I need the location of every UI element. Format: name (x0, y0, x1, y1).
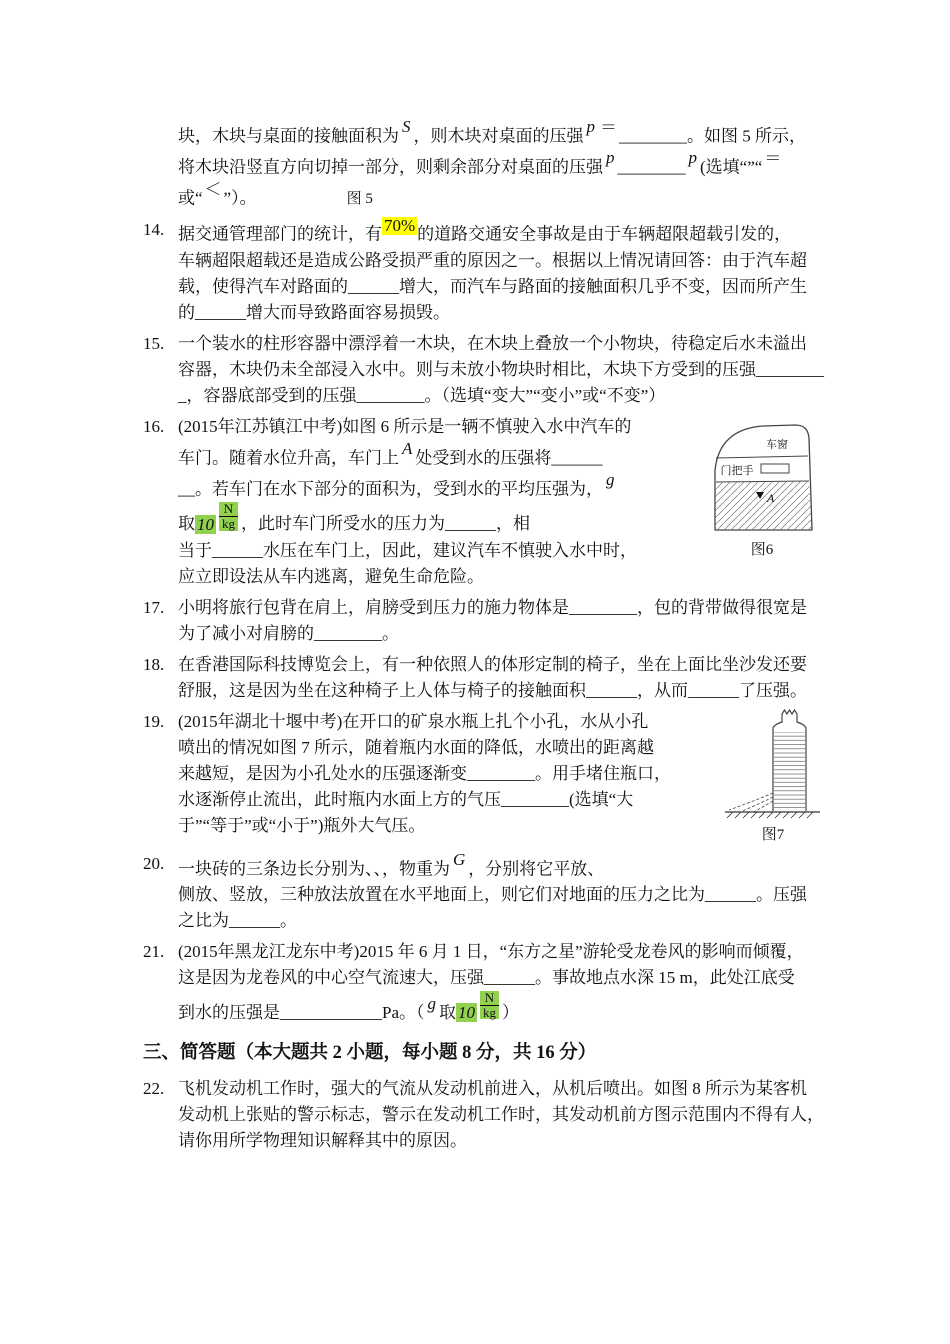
answer-blank: ________ (467, 763, 535, 783)
question-21 (143, 939, 823, 1026)
question-15 (143, 331, 823, 409)
text-segment: ，容器底部受到的压强 (186, 385, 357, 405)
figure-6-caption: 图6 (750, 541, 774, 558)
question-line (178, 678, 823, 704)
text-segment: 70% (384, 216, 416, 236)
text-segment: 图 5 (346, 191, 373, 208)
car-door-diagram (701, 418, 823, 534)
question-line (178, 1102, 823, 1128)
question-text (178, 939, 823, 1026)
answer-blank: _ (178, 385, 187, 405)
question-line (178, 882, 823, 908)
question-13-continued (143, 118, 823, 212)
text-segment: 当于 (178, 540, 212, 560)
question-line (178, 274, 823, 300)
text-segment: 。用手堵住瓶口， (535, 763, 671, 783)
question-text (178, 652, 823, 704)
text-segment: 为了减小对肩膀的 (178, 623, 314, 643)
question-line (178, 357, 823, 383)
question-line (178, 939, 823, 965)
text-segment: 飞机发动机工作时，强大的气流从发动机前进入，从机后喷出。如图 8 所示为某客机 (178, 1079, 807, 1099)
question-line (178, 1128, 823, 1154)
answer-blank: ____________ (280, 1003, 382, 1023)
text-segment: 将木块沿竖直方向切掉一部分，则剩余部分对桌面的压强 (178, 157, 603, 177)
water-spray-arc (754, 801, 773, 812)
question-19 (143, 709, 823, 846)
text-segment: ，从而 (637, 680, 688, 700)
text-segment: 。（选填“变大”“变小”或“不变”） (424, 385, 666, 405)
answer-blank: ________ (617, 157, 686, 177)
question-line (178, 149, 823, 180)
text-segment: 车辆超限超载还是造成公路受损严重的原因之一。根据以上情况请回答：由于汽车超 (178, 250, 807, 270)
text-segment: (选填“”“ (700, 157, 763, 177)
question-line (178, 300, 823, 326)
text-segment: 水压在车门上，因此，建议汽车不慎驶入水中时， (263, 540, 637, 560)
text-segment: 水逐渐停止流出，此时瓶内水面上方的气压 (178, 789, 501, 809)
text-segment: ） (502, 1003, 519, 1023)
text-segment: 块，木块与桌面的接触面积为 (178, 126, 399, 146)
question-number: 21. (143, 941, 165, 961)
text-segment: 增大而导致路面容易损毁。 (246, 302, 450, 322)
question-16 (143, 414, 823, 590)
text-segment: 小明将旅行包背在肩上，肩膀受到压力的施力物体是 (178, 597, 569, 617)
text-segment: 。 (280, 910, 297, 930)
fraction-numerator: N (484, 989, 495, 1005)
text-segment: ＜ (204, 179, 222, 199)
question-number (143, 118, 178, 212)
bottle-water-hatch (774, 732, 805, 810)
text-segment: 这是因为龙卷风的中心空气流速大，压强 (178, 967, 484, 987)
text-segment: 请你用所学物理知识解释其中的原因。 (178, 1131, 467, 1151)
text-segment (480, 991, 499, 1019)
text-segment: 。事故地点水深 15 m，此处江底受 (535, 967, 795, 987)
water-spray-arc (729, 793, 773, 810)
question-number: 18. (143, 654, 165, 674)
point-a-label: A (767, 490, 775, 505)
text-segment: 之比为 (178, 910, 229, 930)
text-segment: 据交通管理部门的统计，有 (178, 224, 382, 244)
question-number: 17. (143, 597, 165, 617)
text-segment: (2015年湖北十堰中考)在开口的矿泉水瓶上扎个小孔，水从小孔 (178, 711, 649, 731)
question-14 (143, 217, 823, 326)
question-text (178, 1076, 823, 1154)
question-number: 20. (143, 853, 165, 873)
question-line (178, 248, 823, 274)
question-line (178, 652, 823, 678)
water-bottle-diagram (723, 709, 823, 819)
text-segment: 舒服，这是因为坐在这种椅子上人体与椅子的接触面积 (178, 680, 586, 700)
text-segment: 10 (197, 514, 214, 534)
text-segment: G (453, 849, 466, 869)
text-segment: ，则木块对桌面的压强 (413, 126, 584, 146)
text-segment: 。若车门在水下部分的面积为，受到水的平均压强为， (195, 479, 603, 499)
text-segment: Pa。（ (382, 1003, 425, 1023)
answer-blank: ________ (356, 385, 425, 405)
text-segment: 到水的压强是 (178, 1003, 280, 1023)
text-segment: 于”“等于”或“小于”)瓶外大气压。 (178, 815, 426, 835)
answer-blank: ______ (212, 540, 263, 560)
answer-blank: ______ (688, 680, 739, 700)
text-segment: (2015年黑龙江龙东中考)2015 年 6 月 1 日，“东方之星”游轮受龙卷风的影响而倾覆， (178, 941, 804, 961)
question-line (178, 118, 823, 149)
question-line (178, 181, 823, 213)
answer-blank: ______ (229, 910, 280, 930)
text-segment: p (606, 148, 615, 168)
question-number: 14. (143, 220, 165, 240)
question-text (178, 595, 823, 647)
text-segment: g (606, 470, 615, 490)
answer-blank: __ (178, 479, 195, 499)
text-segment: 应立即设法从车内逃离，避免生命危险。 (178, 566, 484, 586)
door-handle-label: 门把手 (720, 464, 754, 477)
text-segment: 或“ (178, 188, 203, 208)
question-number: 15. (143, 333, 165, 353)
answer-blank: ______ (551, 448, 603, 468)
answer-blank: ______ (586, 680, 637, 700)
question-text (178, 414, 823, 590)
answer-blank: ________ (501, 789, 569, 809)
question-line (178, 595, 823, 621)
text-segment: ，分别将它平放、 (468, 858, 605, 878)
door-handle-shape (761, 464, 789, 473)
text-segment: 车门。随着水位升高，车门上 (178, 448, 399, 468)
text-segment: 在香港国际科技博览会上，有一种依照人的体形定制的椅子，坐在上面比坐沙发还要 (178, 654, 807, 674)
question-line (178, 908, 823, 934)
text-segment: 一块砖的三条边长分别为、、，物重为 (178, 858, 450, 878)
text-segment: ，包的背带做得很宽是 (637, 597, 807, 617)
question-number: 22. (143, 1079, 165, 1099)
question-17 (143, 595, 823, 647)
text-segment: 侧放、竖放，三种放法放置在水平地面上，则它们对地面的压力之比为 (178, 884, 705, 904)
section-heading: 三、简答题（本大题共 2 小题，每小题 8 分，共 16 分） (143, 1043, 597, 1064)
text-segment: 的 (178, 302, 195, 322)
water-hatch (715, 481, 812, 530)
answer-blank: ______ (348, 276, 399, 296)
question-text (178, 851, 823, 934)
question-line (178, 383, 823, 409)
text-segment: A (402, 438, 413, 458)
answer-blank: ______ (445, 514, 496, 534)
question-text (178, 217, 823, 326)
text-segment: 载，使得汽车对路面的 (178, 276, 348, 296)
text-segment: g (427, 993, 436, 1013)
text-segment: 取 (178, 514, 195, 534)
answer-blank: ______ (195, 302, 246, 322)
text-segment: ________。如图 5 所示， (619, 126, 806, 146)
text-segment (219, 502, 238, 530)
question-line (178, 217, 823, 248)
text-segment: p (688, 148, 697, 168)
text-segment: 处受到水的压强将 (415, 448, 552, 468)
question-line (178, 1076, 823, 1102)
question-22 (143, 1076, 823, 1154)
question-18 (143, 652, 823, 704)
text-segment: 。压强 (756, 884, 807, 904)
fraction-numerator: N (223, 501, 234, 517)
question-text (178, 331, 823, 409)
question-line (178, 851, 823, 882)
text-segment: 。 (382, 623, 399, 643)
question-20 (143, 851, 823, 934)
question-text (178, 118, 823, 212)
fraction-denominator: kg (219, 516, 238, 531)
text-segment: (2015年江苏镇江中考)如图 6 所示是一辆不慎驶入水中汽车的 (178, 416, 632, 436)
text-segment: 发动机上张贴的警示标志，警示在发动机工作时，其发动机前方图示范围内不得有人， (178, 1105, 824, 1125)
answer-blank: ______ (705, 884, 756, 904)
figure-7-caption: 图7 (761, 826, 785, 843)
text-segment: ”）。 (223, 188, 257, 208)
question-number: 19. (143, 711, 165, 731)
question-number: 16. (143, 416, 165, 436)
text-segment: ＝ (600, 117, 617, 137)
question-line (178, 564, 823, 590)
page-content (143, 118, 823, 1159)
text-segment: 喷出的情况如图 7 所示，随着瓶内水面的降低，水喷出的距离越 (178, 737, 654, 757)
text-segment: 取 (439, 1003, 456, 1023)
figure-7 (723, 709, 823, 844)
answer-blank: ________ (569, 597, 637, 617)
question-line (178, 991, 823, 1026)
text-segment: ，此时车门所受水的压力为 (241, 514, 445, 534)
answer-blank: ________ (756, 359, 824, 379)
answer-blank: ________ (314, 623, 382, 643)
text-segment: 了压强。 (739, 680, 807, 700)
text-segment: 的道路交通安全事故是由于车辆超限超载引发的， (417, 224, 792, 244)
text-segment: p (586, 117, 595, 136)
text-segment: 容器，木块仍未全部浸入水中。则与未放小物块时相比，木块下方受到的压强 (178, 359, 756, 379)
text-segment: 来越短，是因为小孔处水的压强逐渐变 (178, 763, 467, 783)
text-segment: 一个装水的柱形容器中漂浮着一木块，在木块上叠放一个小物块，待稳定后水未溢出 (178, 333, 807, 353)
text-segment: (选填“大 (569, 789, 634, 809)
question-line (178, 965, 823, 991)
text-segment: 10 (458, 1003, 475, 1023)
text-segment: 增大，而汽车与路面的接触面积几乎不变，因而所产生 (399, 276, 807, 296)
car-window-label: 车窗 (766, 438, 788, 451)
fraction-denominator: kg (480, 1005, 499, 1020)
text-segment: ＝ (764, 149, 782, 169)
answer-blank: ______ (484, 967, 535, 987)
text-segment: ，相 (496, 514, 530, 534)
ground-hatch (727, 812, 813, 818)
text-segment: S (402, 117, 411, 136)
question-line (178, 621, 823, 647)
question-text (178, 709, 823, 846)
question-line (178, 331, 823, 357)
figure-6 (701, 418, 823, 559)
